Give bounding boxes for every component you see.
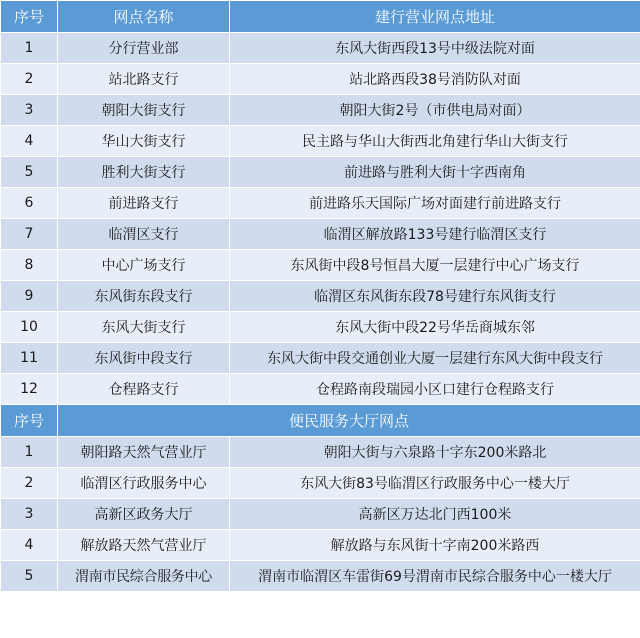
- branch-name: 华山大街支行: [58, 126, 230, 157]
- hall-name: 渭南市民综合服务中心: [58, 561, 230, 592]
- hall-address: 高新区万达北门西100米: [230, 499, 640, 530]
- col-header-no-2: 序号: [1, 405, 58, 437]
- table-row: [1, 530, 640, 561]
- row-no: 3: [1, 499, 58, 530]
- branch-address: 临渭区解放路133号建行临渭区支行: [230, 219, 640, 250]
- branch-name: 东风街中段支行: [58, 343, 230, 374]
- branch-address: 站北路西段38号消防队对面: [230, 64, 640, 95]
- branch-address: 东风街中段8号恒昌大厦一层建行中心广场支行: [230, 250, 640, 281]
- table-row: [1, 437, 640, 468]
- branch-address: 朝阳大街2号（市供电局对面）: [230, 95, 640, 126]
- branch-name: 胜利大街支行: [58, 157, 230, 188]
- branch-name: 临渭区支行: [58, 219, 230, 250]
- row-no: 9: [1, 281, 58, 312]
- table-row: [1, 343, 640, 374]
- table-row: [1, 95, 640, 126]
- col-header-no: 序号: [1, 1, 58, 33]
- branch-name: 朝阳大街支行: [58, 95, 230, 126]
- table-row: [1, 281, 640, 312]
- table-row: [1, 374, 640, 405]
- row-no: 1: [1, 33, 58, 64]
- table-row: [1, 250, 640, 281]
- branch-name: 前进路支行: [58, 188, 230, 219]
- branch-name: 东风大街支行: [58, 312, 230, 343]
- branch-address: 前进路乐天国际广场对面建行前进路支行: [230, 188, 640, 219]
- row-no: 2: [1, 468, 58, 499]
- hall-address: 朝阳大街与六泉路十字东200米路北: [230, 437, 640, 468]
- col-header-name: 网点名称: [58, 1, 230, 33]
- table-row: [1, 157, 640, 188]
- table-row: [1, 499, 640, 530]
- branch-address: 东风大街中段交通创业大厦一层建行东风大街中段支行: [230, 343, 640, 374]
- hall-address: 渭南市临渭区车雷街69号渭南市民综合服务中心一楼大厅: [230, 561, 640, 592]
- row-no: 1: [1, 437, 58, 468]
- hall-name: 解放路天然气营业厅: [58, 530, 230, 561]
- row-no: 8: [1, 250, 58, 281]
- table-row: [1, 468, 640, 499]
- header-row-service-halls: [1, 405, 640, 437]
- row-no: 12: [1, 374, 58, 405]
- table-row: [1, 33, 640, 64]
- branch-name: 分行营业部: [58, 33, 230, 64]
- col-header-address: 建行营业网点地址: [230, 1, 640, 33]
- branch-name: 仓程路支行: [58, 374, 230, 405]
- table-row: [1, 188, 640, 219]
- branch-address: 东风大街西段13号中级法院对面: [230, 33, 640, 64]
- row-no: 10: [1, 312, 58, 343]
- branch-address: 临渭区东风街东段78号建行东风街支行: [230, 281, 640, 312]
- branch-address: 东风大街中段22号华岳商城东邻: [230, 312, 640, 343]
- branch-address: 民主路与华山大街西北角建行华山大街支行: [230, 126, 640, 157]
- row-no: 4: [1, 530, 58, 561]
- branch-address: 仓程路南段瑞园小区口建行仓程路支行: [230, 374, 640, 405]
- table-row: [1, 126, 640, 157]
- hall-address: 东风大街83号临渭区行政服务中心一楼大厅: [230, 468, 640, 499]
- col-header-service-hall: 便民服务大厅网点: [58, 405, 640, 437]
- row-no: 5: [1, 561, 58, 592]
- hall-name: 临渭区行政服务中心: [58, 468, 230, 499]
- row-no: 6: [1, 188, 58, 219]
- branch-name: 中心广场支行: [58, 250, 230, 281]
- row-no: 11: [1, 343, 58, 374]
- row-no: 7: [1, 219, 58, 250]
- row-no: 5: [1, 157, 58, 188]
- branch-name: 东风街东段支行: [58, 281, 230, 312]
- row-no: 4: [1, 126, 58, 157]
- table-row: [1, 312, 640, 343]
- branch-name: 站北路支行: [58, 64, 230, 95]
- header-row-branches: [1, 1, 640, 33]
- table-row: [1, 219, 640, 250]
- table-row: [1, 561, 640, 592]
- branch-address: 前进路与胜利大街十字西南角: [230, 157, 640, 188]
- row-no: 2: [1, 64, 58, 95]
- hall-name: 朝阳路天然气营业厅: [58, 437, 230, 468]
- hall-address: 解放路与东风街十字南200米路西: [230, 530, 640, 561]
- row-no: 3: [1, 95, 58, 126]
- table-row: [1, 64, 640, 95]
- hall-name: 高新区政务大厅: [58, 499, 230, 530]
